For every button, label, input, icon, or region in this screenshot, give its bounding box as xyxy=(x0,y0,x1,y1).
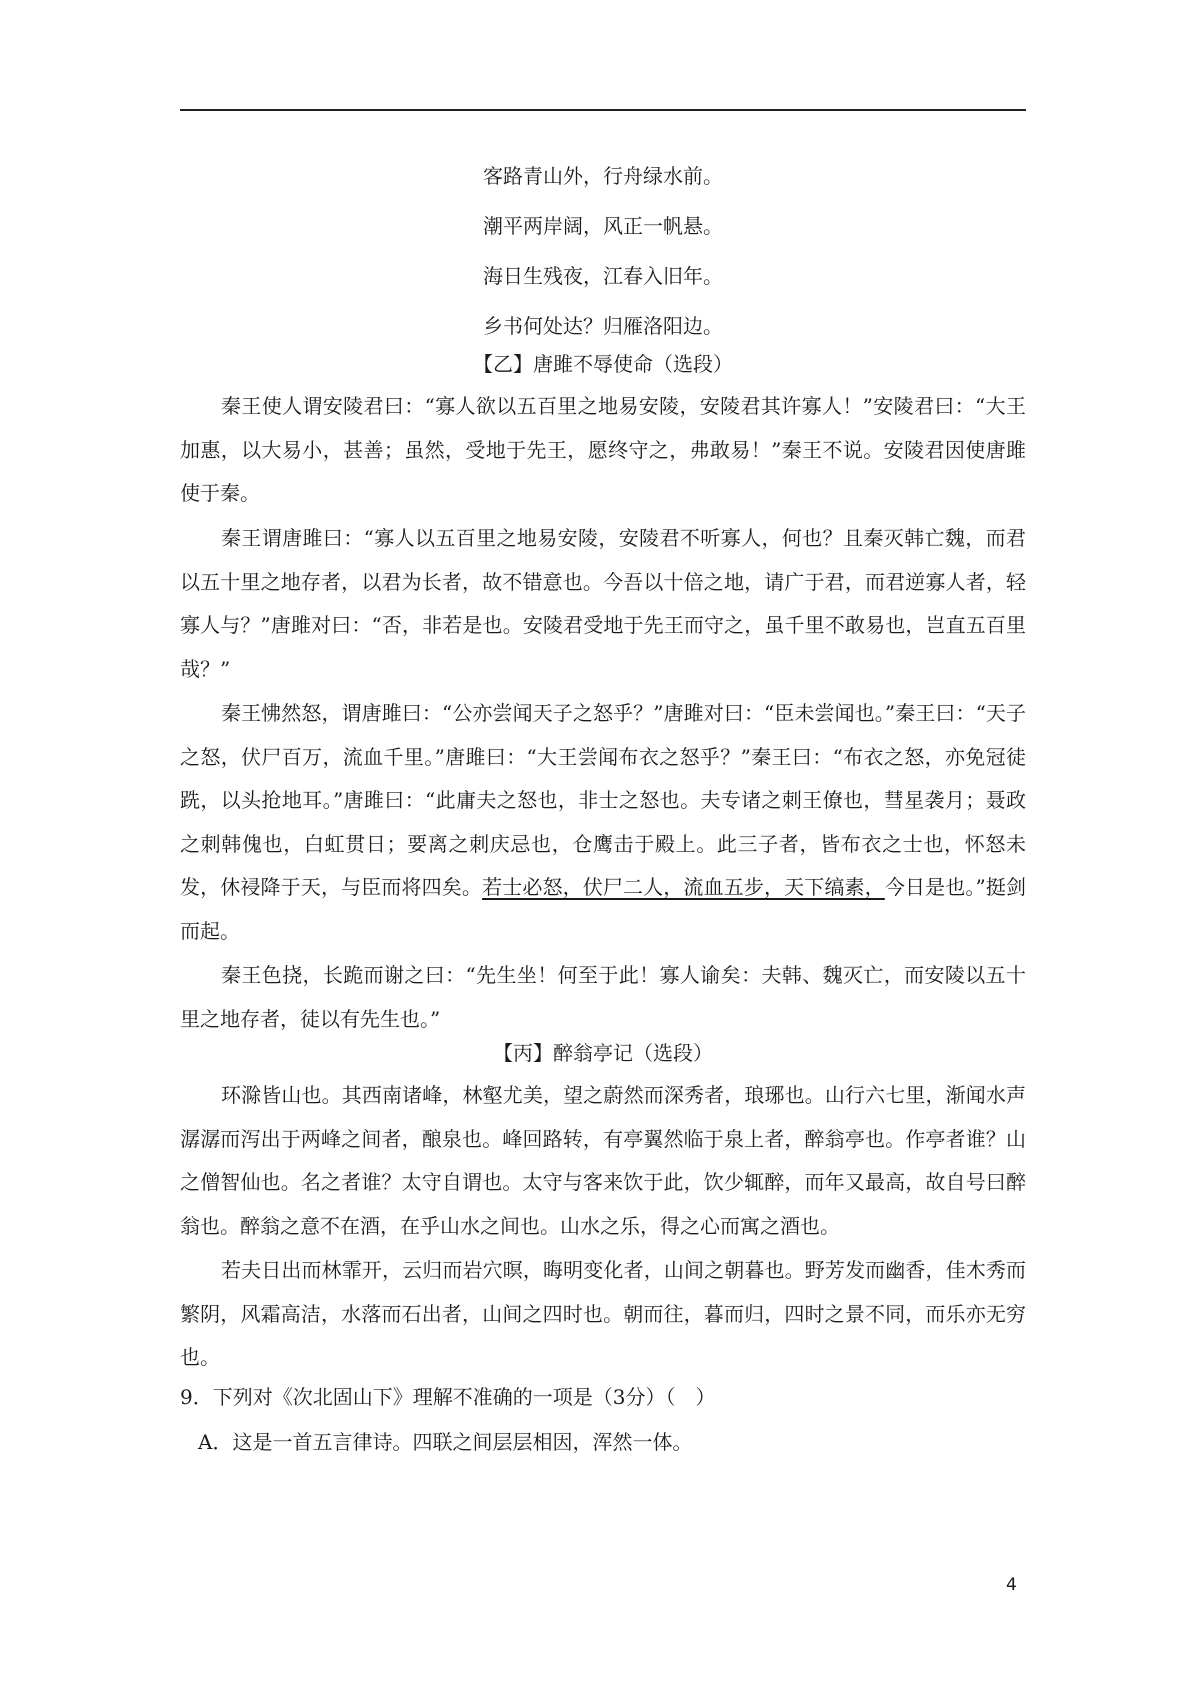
yi-paragraph-3-end: 今日是也。”挺剑而起。 xyxy=(180,875,1026,943)
poem-line: 海日生残夜，江春入旧年。 xyxy=(483,264,723,288)
bing-paragraph-1: 环滁皆山也。其西南诸峰，林壑尤美，望之蔚然而深秀者，琅琊也。山行六七里，渐闻水声潺潺而泻出于两峰之间者，酿泉也。峰回路转，有亭翼然临于泉上者，醉翁亭也。作亭者谁？山之僧智仙也。名之者谁？太守自谓也。太守与客来饮于此，饮少辄醉，而年又最高，故自号曰醉翁也。醉翁之意不在酒，在乎山水之间也。山水之乐，得之心而寓之酒也。 xyxy=(180,1083,1026,1238)
question-stem: 9．下列对《次北固山下》理解不准确的一项是（3分）（ ） xyxy=(180,1385,716,1409)
poem-line: 乡书何处达？归雁洛阳边。 xyxy=(483,314,723,338)
yi-paragraph-2: 秦王谓唐雎曰：“寡人以五百里之地易安陵，安陵君不听寡人，何也？且秦灭韩亡魏，而君以五十里之地存者，以君为长者，故不错意也。今吾以十倍之地，请广于君，而君逆寡人者，轻寡人与？”唐雎对曰：“否，非若是也。安陵君受地于先王而守之，虽千里不敢易也，岂直五百里哉？” xyxy=(180,526,1026,681)
poem-line: 客路青山外，行舟绿水前。 xyxy=(483,164,723,188)
header-rule xyxy=(180,109,1026,111)
page-number: 4 xyxy=(1006,1575,1017,1595)
yi-paragraph-4: 秦王色挠，长跪而谢之曰：“先生坐！何至于此！寡人谕矣：夫韩、魏灭亡，而安陵以五十里之地存者，徒以有先生也。” xyxy=(180,963,1026,1031)
section-title-bing: 【丙】醉翁亭记（选段） xyxy=(493,1041,713,1065)
underlined-sentence: 若士必怒，伏尸二人，流血五步，天下缟素， xyxy=(482,875,885,899)
bing-paragraph-2: 若夫日出而林霏开，云归而岩穴暝，晦明变化者，山间之朝暮也。野芳发而幽香，佳木秀而繁阴，风霜高洁，水落而石出者，山间之四时也。朝而往，暮而归，四时之景不同，而乐亦无穷也。 xyxy=(180,1258,1026,1369)
section-title-yi: 【乙】唐雎不辱使命（选段） xyxy=(473,352,733,376)
question-option-a: A．这是一首五言律诗。四联之间层层相因，浑然一体。 xyxy=(198,1430,693,1454)
poem-line: 潮平两岸阔，风正一帆悬。 xyxy=(483,214,723,238)
yi-paragraph-3 xyxy=(180,692,1026,953)
yi-paragraph-1: 秦王使人谓安陵君曰：“寡人欲以五百里之地易安陵，安陵君其许寡人！”安陵君曰：“大王加惠，以大易小，甚善；虽然，受地于先王，愿终守之，弗敢易！”秦王不说。安陵君因使唐雎使于秦。 xyxy=(180,394,1026,505)
yi-paragraph-3-text: 秦王怫然怒，谓唐雎曰：“公亦尝闻天子之怒乎？”唐雎对曰：“臣未尝闻也。”秦王曰：“天子之怒，伏尸百万，流血千里。”唐雎曰：“大王尝闻布衣之怒乎？”秦王曰：“布衣之怒，亦免冠徒跣，以头抢地耳。”唐雎曰：“此庸夫之怒也，非士之怒也。夫专诸之刺王僚也，彗星袭月；聂政之刺韩傀也，白虹贯日；要离之刺庆忌也，仓鹰击于殿上。此三子者，皆布衣之士也，怀怒未发，休祲降于天，与臣而将四矣。 xyxy=(180,701,1026,899)
